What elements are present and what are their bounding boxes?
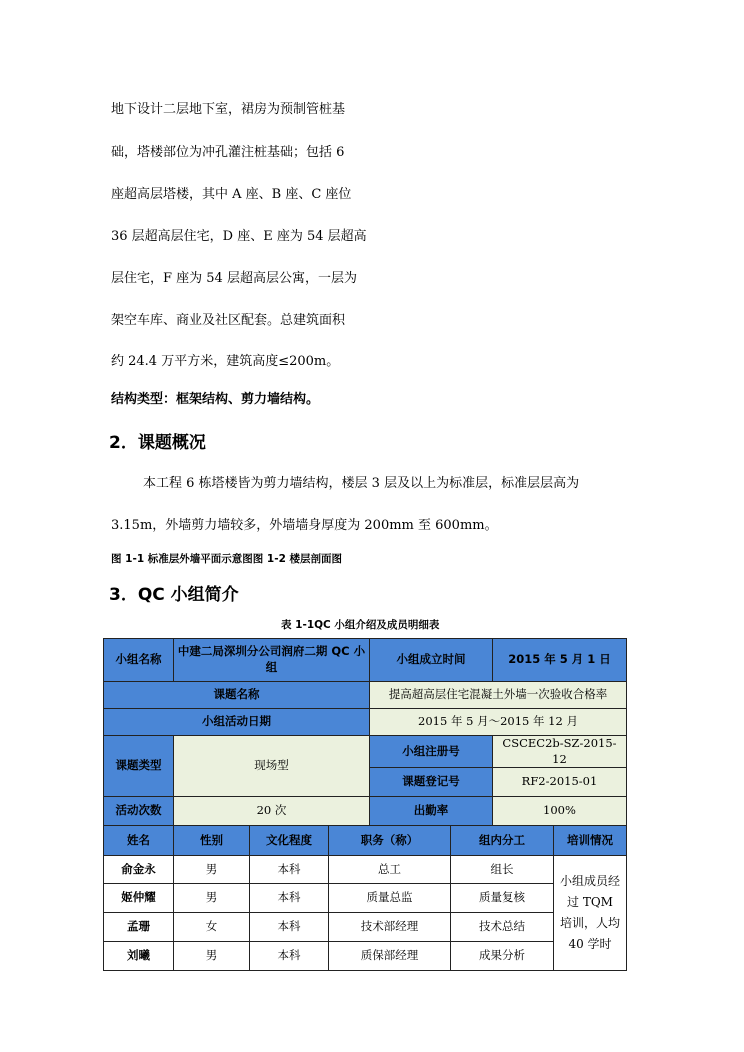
intro-line: 础，塔楼部位为冲孔灌注桩基础；包括 6 — [111, 145, 345, 160]
member-title: 质量总监 — [329, 884, 451, 913]
member-role: 成果分析 — [451, 942, 554, 971]
table-row — [104, 913, 627, 942]
member-gender: 男 — [174, 942, 250, 971]
count-value: 20 次 — [174, 797, 370, 826]
member-header-row — [104, 826, 627, 856]
member-name: 孟珊 — [104, 913, 174, 942]
member-role: 技术总结 — [451, 913, 554, 942]
header-name: 姓名 — [104, 826, 174, 856]
founded-value: 2015 年 5 月 1 日 — [493, 639, 627, 682]
period-label: 小组活动日期 — [104, 709, 370, 736]
table-row — [104, 942, 627, 971]
member-education: 本科 — [250, 942, 329, 971]
topic-reg-label: 课题登记号 — [370, 768, 493, 797]
member-education: 本科 — [250, 884, 329, 913]
member-gender: 女 — [174, 913, 250, 942]
table-row — [104, 884, 627, 913]
member-gender: 男 — [174, 856, 250, 884]
figure-caption: 图 1-1 标准层外墙平面示意图图 1-2 楼层剖面图 — [111, 553, 343, 565]
overview-line: 本工程 6 栋塔楼皆为剪力墙结构，楼层 3 层及以上为标准层，标准层层高为 — [143, 476, 580, 491]
table-row — [104, 856, 627, 884]
topic-value: 提高超高层住宅混凝土外墙一次验收合格率 — [370, 682, 627, 709]
intro-line: 座超高层塔楼，其中 A 座、B 座、C 座位 — [111, 187, 352, 202]
member-education: 本科 — [250, 856, 329, 884]
type-label: 课题类型 — [104, 736, 174, 797]
member-title: 质保部经理 — [329, 942, 451, 971]
reg-value: CSCEC2b-SZ-2015-12 — [493, 736, 627, 768]
member-title: 技术部经理 — [329, 913, 451, 942]
structure-type: 结构类型：框架结构、剪力墙结构。 — [111, 392, 320, 407]
header-gender: 性别 — [174, 826, 250, 856]
intro-line: 层住宅，F 座为 54 层超高层公寓，一层为 — [111, 271, 357, 286]
group-name-value: 中建二局深圳分公司润府二期 QC 小组 — [174, 639, 370, 682]
member-name: 姬仲耀 — [104, 884, 174, 913]
intro-line: 约 24.4 万平方米，建筑高度≤200m。 — [111, 354, 340, 369]
founded-label: 小组成立时间 — [370, 639, 493, 682]
section-3-heading: 3．QC 小组简介 — [109, 585, 239, 605]
header-role: 组内分工 — [451, 826, 554, 856]
member-title: 总工 — [329, 856, 451, 884]
member-role: 组长 — [451, 856, 554, 884]
member-name: 刘曦 — [104, 942, 174, 971]
intro-line: 36 层超高层住宅，D 座、E 座为 54 层超高 — [111, 229, 367, 244]
training-info: 小组成员经过 TQM 培训，人均 40 学时 — [554, 856, 627, 971]
member-name: 俞金永 — [104, 856, 174, 884]
type-value: 现场型 — [174, 736, 370, 797]
header-training: 培训情况 — [554, 826, 627, 856]
count-label: 活动次数 — [104, 797, 174, 826]
attendance-label: 出勤率 — [370, 797, 493, 826]
member-gender: 男 — [174, 884, 250, 913]
overview-line: 3.15m，外墙剪力墙较多，外墙墙身厚度为 200mm 至 600mm。 — [111, 518, 498, 533]
qc-group-table — [103, 638, 627, 971]
member-education: 本科 — [250, 913, 329, 942]
header-title: 职务（称） — [329, 826, 451, 856]
topic-label: 课题名称 — [104, 682, 370, 709]
attendance-value: 100% — [493, 797, 627, 826]
reg-label: 小组注册号 — [370, 736, 493, 768]
period-value: 2015 年 5 月～2015 年 12 月 — [370, 709, 627, 736]
intro-line: 架空车库、商业及社区配套。总建筑面积 — [111, 313, 346, 328]
topic-reg-value: RF2-2015-01 — [493, 768, 627, 797]
intro-line: 地下设计二层地下室，裙房为预制管桩基 — [111, 102, 346, 117]
header-education: 文化程度 — [250, 826, 329, 856]
group-name-label: 小组名称 — [104, 639, 174, 682]
section-2-heading: 2．课题概况 — [109, 433, 206, 453]
member-role: 质量复核 — [451, 884, 554, 913]
table-caption: 表 1-1QC 小组介绍及成员明细表 — [281, 619, 440, 631]
